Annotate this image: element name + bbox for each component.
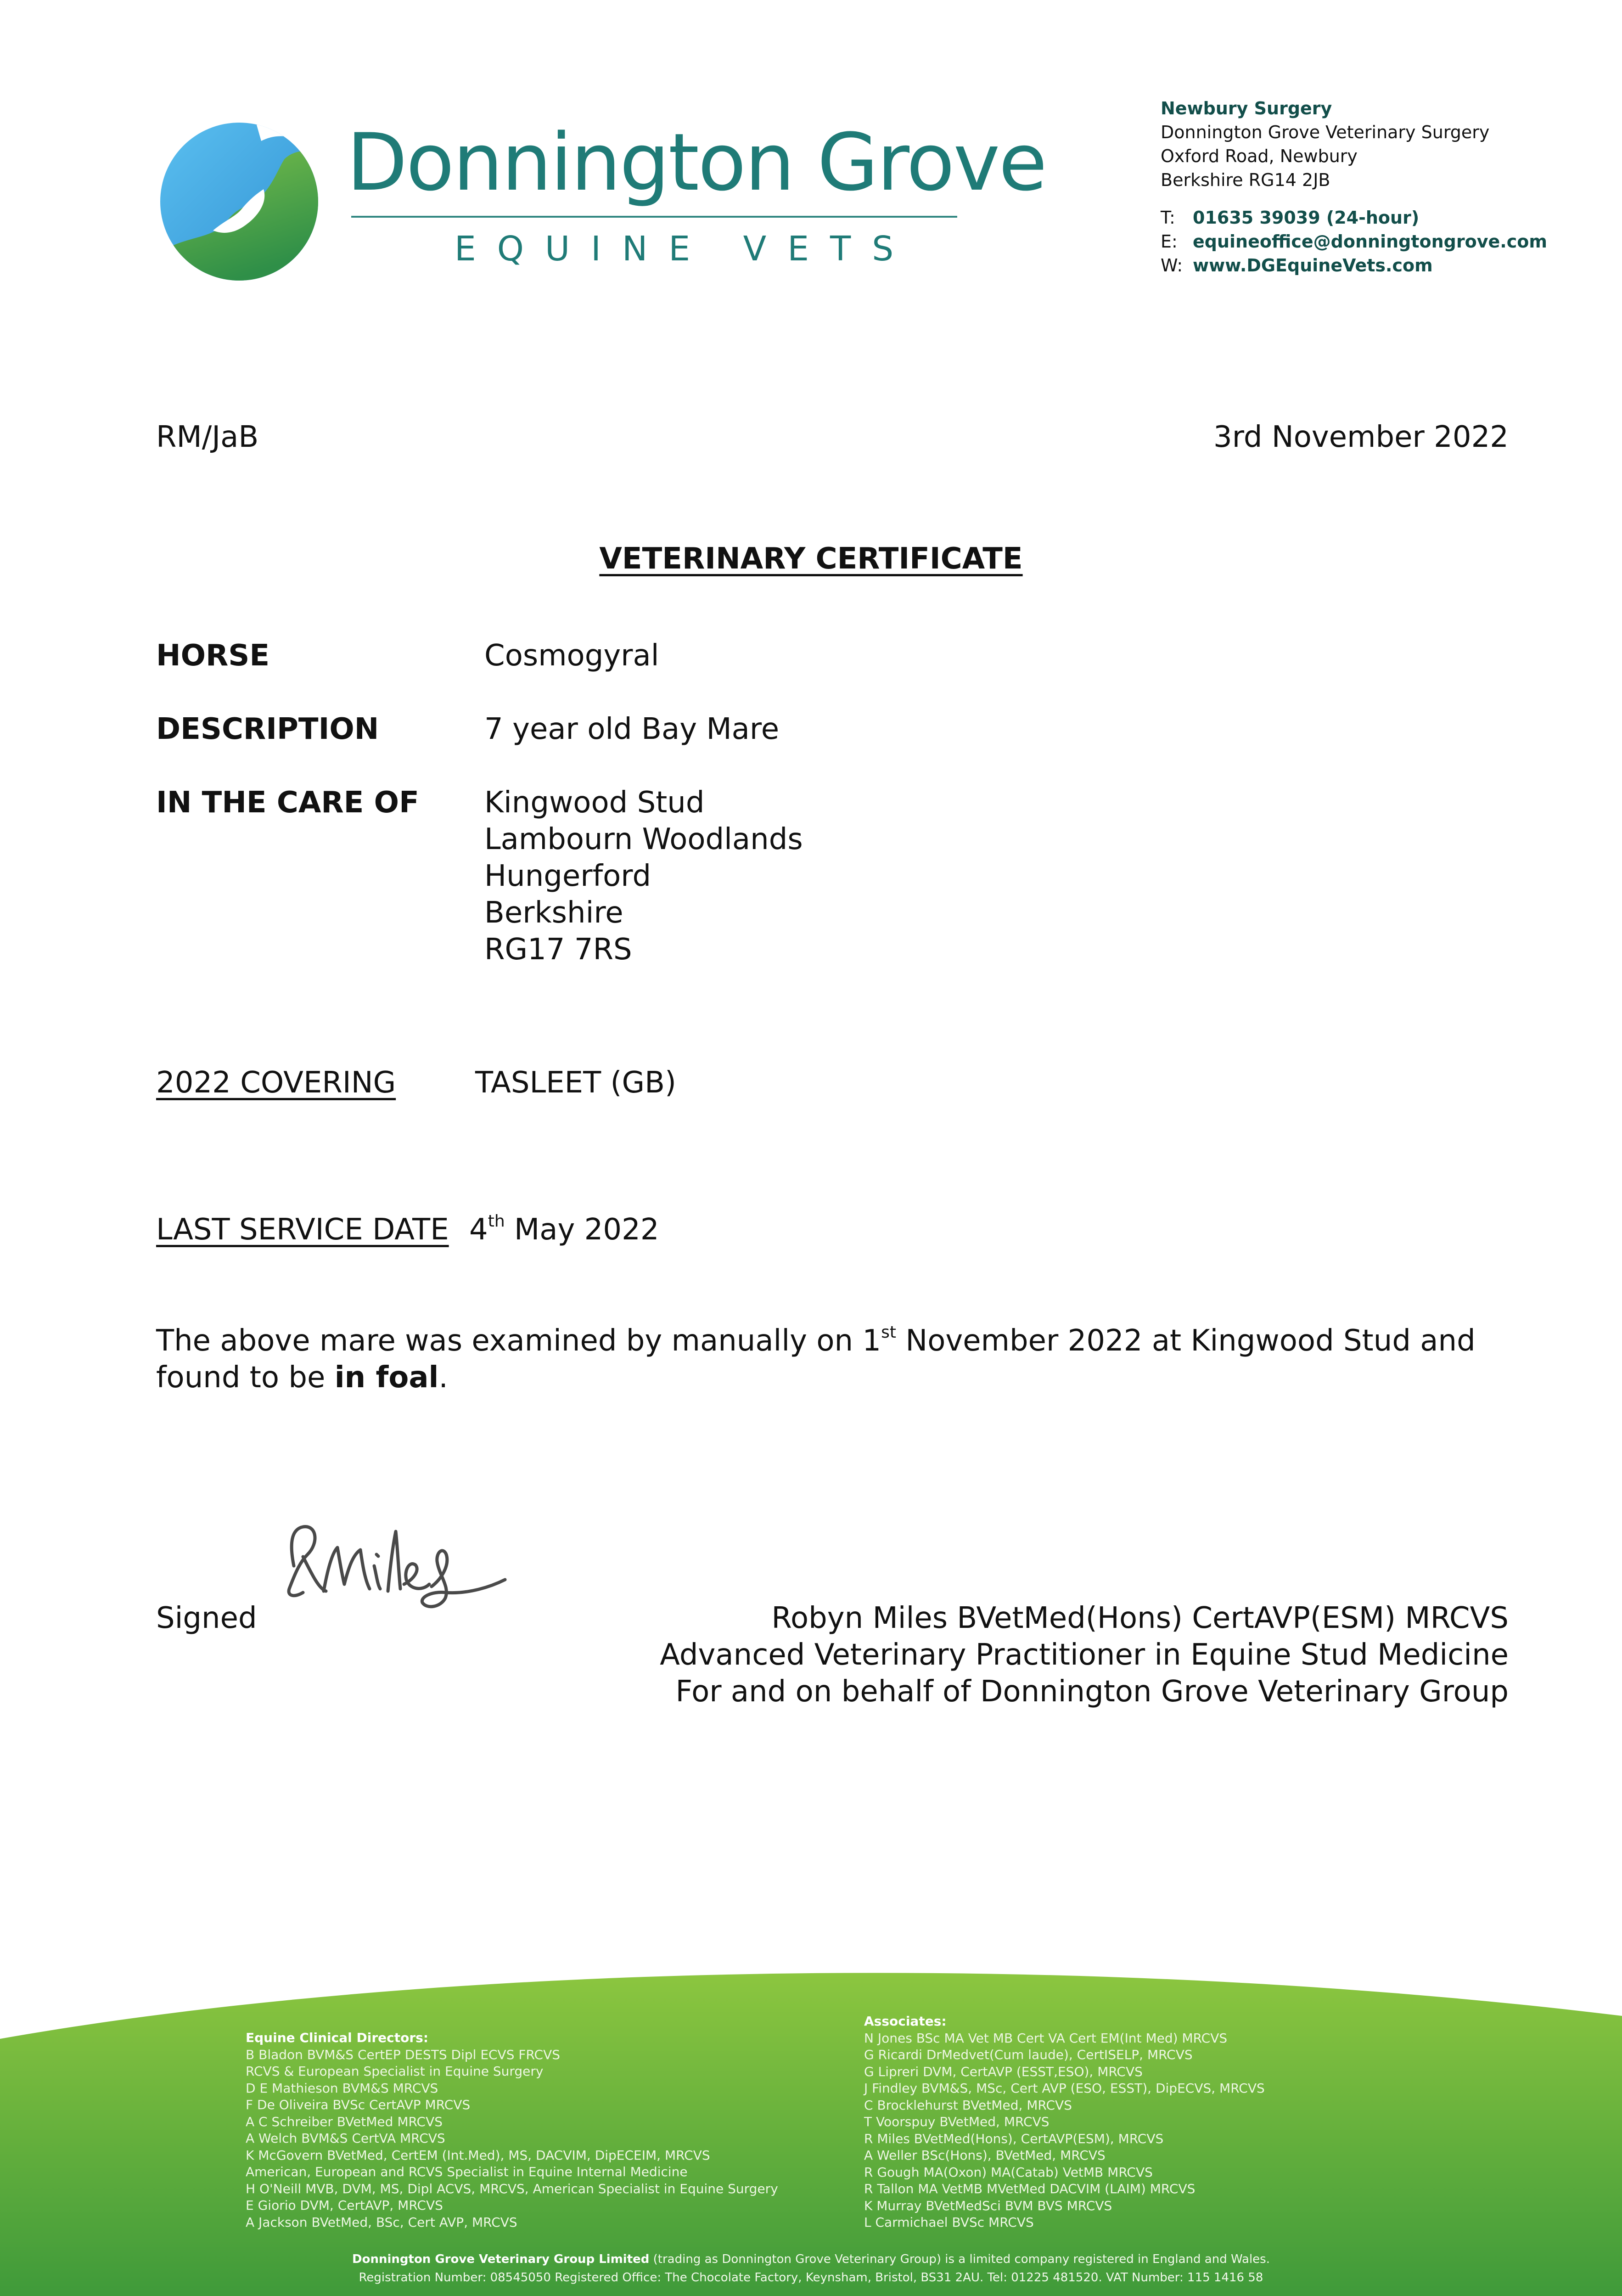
- email-row: [1161, 230, 1547, 253]
- web-label: W:: [1161, 255, 1183, 276]
- director-line: E Giorio DVM, CertAVP, MRCVS: [246, 2198, 443, 2213]
- director-line: H O'Neill MVB, DVM, MS, Dipl ACVS, MRCVS, American Specialist in Equine Surgery: [246, 2181, 778, 2196]
- description-label: DESCRIPTION: [156, 712, 379, 746]
- logo-wordmark: Donnington Grove: [347, 116, 1046, 208]
- associate-line: G Ricardi DrMedvet(Cum laude), CertISELP, MRCVS: [864, 2047, 1193, 2062]
- certificate-title: VETERINARY CERTIFICATE: [599, 542, 1023, 576]
- associate-line: A Weller BSc(Hons), BVetMed, MRCVS: [864, 2148, 1106, 2163]
- email-label: E:: [1161, 231, 1178, 252]
- web-row: [1161, 253, 1547, 277]
- company-registration-footer: [0, 2250, 1622, 2287]
- statement-line-1: The above mare was examined by manually on 1st November 2022 at Kingwood Stud and: [156, 1323, 1476, 1358]
- signatory-behalf: For and on behalf of Donnington Grove Veterinary Group: [675, 1675, 1509, 1709]
- company-line: Donnington Grove Veterinary Group Limited (trading as Donnington Grove Veterinary Group) is a limited company registered in England and Wales.: [352, 2252, 1270, 2266]
- phone-row: [1161, 206, 1547, 230]
- care-address-line: Berkshire: [484, 896, 623, 930]
- examination-statement: [156, 1322, 1476, 1396]
- associate-line: K Murray BVetMedSci BVM BVS MRCVS: [864, 2198, 1112, 2213]
- covering-label: 2022 COVERING: [156, 1066, 396, 1100]
- director-line: B Bladon BVM&S CertEP DESTS Dipl ECVS FRCVS: [246, 2047, 561, 2062]
- description-value: 7 year old Bay Mare: [484, 712, 780, 746]
- director-line: American, European and RCVS Specialist in Equine Internal Medicine: [246, 2164, 688, 2179]
- care-address-line: Kingwood Stud: [484, 786, 705, 820]
- address-line: Oxford Road, Newbury: [1161, 146, 1358, 166]
- email-link[interactable]: equineoffice@donningtongrove.com: [1193, 231, 1547, 252]
- surgery-name: Newbury Surgery: [1161, 98, 1332, 118]
- clinical-directors-list: [246, 2030, 778, 2231]
- horse-name: Cosmogyral: [484, 639, 659, 673]
- service-date-label: LAST SERVICE DATE: [156, 1213, 449, 1247]
- care-address-line: Hungerford: [484, 859, 651, 893]
- covering-value: TASLEET (GB): [475, 1066, 676, 1100]
- associates-heading: Associates:: [864, 2014, 947, 2029]
- associate-line: G Lipreri DVM, CertAVP (ESST,ESO), MRCVS: [864, 2064, 1143, 2079]
- statement-line-2: found to be in foal.: [156, 1361, 448, 1395]
- associate-line: R Tallon MA VetMB MVetMed DACVIM (LAIM) MRCVS: [864, 2181, 1195, 2196]
- registration-line: Registration Number: 08545050 Registered Office: The Chocolate Factory, Keynsham, Bristol, BS31 2AU. Tel: 01225 481520. VAT Number: 115 1416 58: [359, 2271, 1263, 2285]
- care-of-label: IN THE CARE OF: [156, 786, 419, 820]
- signatory-name: Robyn Miles BVetMed(Hons) CertAVP(ESM) MRCVS: [771, 1601, 1509, 1635]
- in-foal-result: in foal: [334, 1361, 439, 1395]
- address-line: Berkshire RG14 2JB: [1161, 170, 1330, 190]
- handwritten-signature: [275, 1511, 533, 1616]
- director-line: F De Oliveira BVSc CertAVP MRCVS: [246, 2097, 471, 2112]
- signed-label: Signed: [156, 1601, 257, 1635]
- directors-heading: Equine Clinical Directors:: [246, 2030, 429, 2045]
- associate-line: T Voorspuy BVetMed, MRCVS: [864, 2114, 1050, 2129]
- director-line: A Welch BVM&S CertVA MRCVS: [246, 2131, 445, 2146]
- letter-date: 3rd November 2022: [1213, 420, 1509, 454]
- associate-line: R Miles BVetMed(Hons), CertAVP(ESM), MRCVS: [864, 2131, 1164, 2146]
- horse-label: HORSE: [156, 639, 270, 673]
- donnington-grove-logo-mark: [158, 120, 320, 283]
- care-of-address: [484, 784, 803, 968]
- service-date-value: 4th May 2022: [469, 1212, 659, 1247]
- signatory-role: Advanced Veterinary Practitioner in Equine Stud Medicine: [660, 1638, 1509, 1672]
- surgery-contact-block: [1161, 96, 1547, 277]
- director-line: K McGovern BVetMed, CertEM (Int.Med), MS, DACVIM, DipECEIM, MRCVS: [246, 2147, 710, 2163]
- associate-line: N Jones BSc MA Vet MB Cert VA Cert EM(Int Med) MRCVS: [864, 2030, 1228, 2046]
- care-address-line: Lambourn Woodlands: [484, 822, 803, 856]
- associate-line: R Gough MA(Oxon) MA(Catab) VetMB MRCVS: [864, 2164, 1153, 2180]
- associates-list: [864, 2013, 1265, 2231]
- phone-number[interactable]: 01635 39039 (24-hour): [1193, 208, 1420, 228]
- phone-label: T:: [1161, 208, 1175, 228]
- address-line: Donnington Grove Veterinary Surgery: [1161, 122, 1490, 142]
- footer-green-wave: [0, 1929, 1622, 2296]
- logo-divider: [351, 216, 957, 218]
- director-line: D E Mathieson BVM&S MRCVS: [246, 2080, 438, 2096]
- logo-tagline: EQUINE VETS: [455, 229, 915, 269]
- associate-line: J Findley BVM&S, MSc, Cert AVP (ESO, ESST), DipECVS, MRCVS: [864, 2081, 1265, 2096]
- letter-reference: RM/JaB: [156, 420, 259, 454]
- director-line: A Jackson BVetMed, BSc, Cert AVP, MRCVS: [246, 2214, 517, 2230]
- associate-line: C Brocklehurst BVetMed, MRCVS: [864, 2097, 1072, 2113]
- director-line: RCVS & European Specialist in Equine Surgery: [246, 2064, 544, 2079]
- associate-line: L Carmichael BVSc MRCVS: [864, 2215, 1034, 2230]
- signatory-block: [660, 1600, 1509, 1710]
- website-link[interactable]: www.DGEquineVets.com: [1193, 255, 1433, 276]
- director-line: A C Schreiber BVetMed MRCVS: [246, 2114, 443, 2129]
- care-address-line: RG17 7RS: [484, 933, 632, 967]
